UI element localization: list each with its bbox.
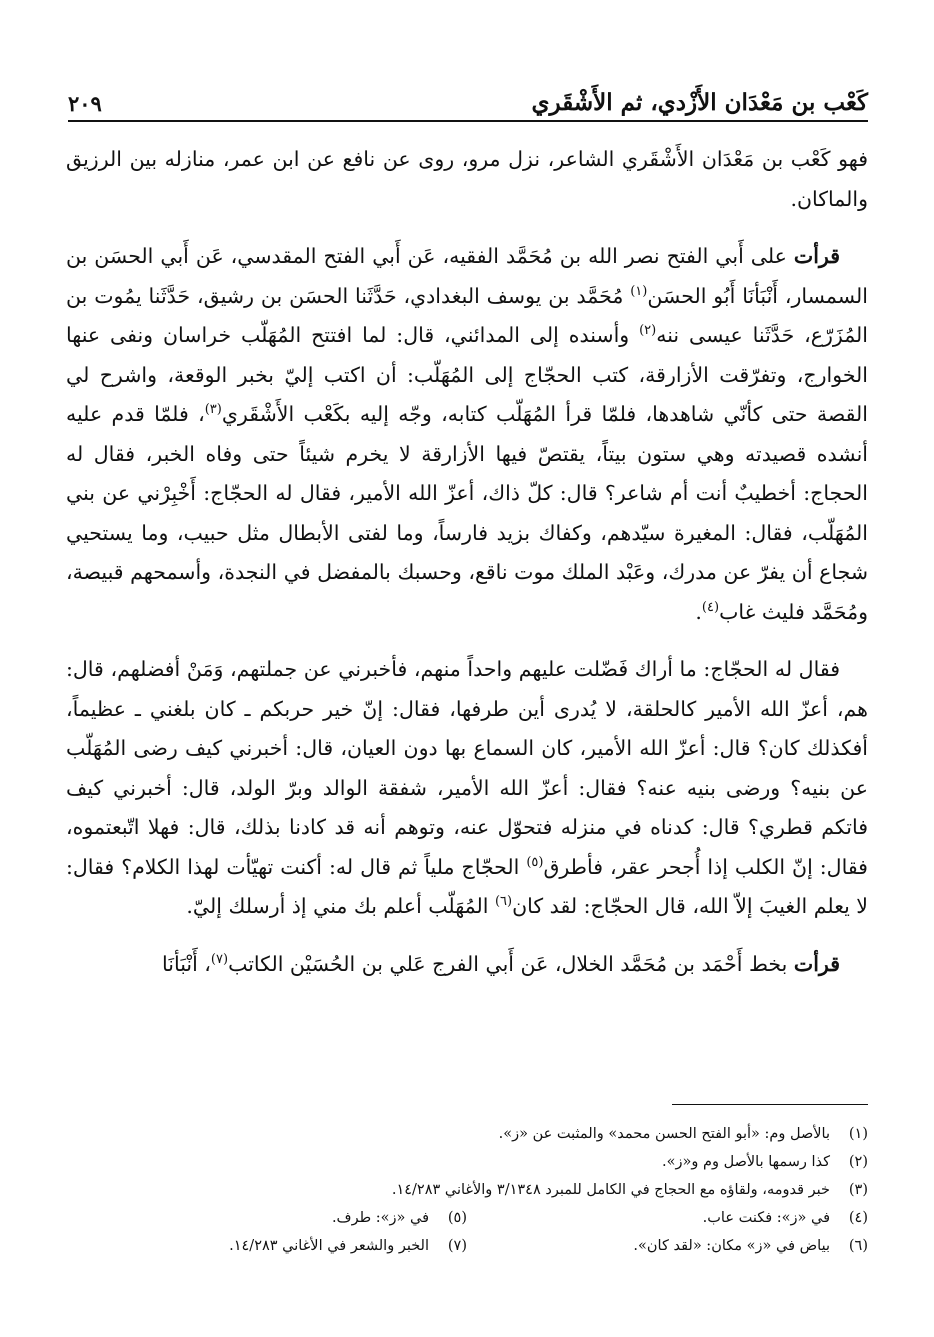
footnote-3-text: خبر قدومه، ولقاؤه مع الحجاج في الكامل للمبرد ٣/١٣٤٨ والأغاني ١٤/٢٨٣. <box>391 1182 830 1198</box>
footnote-2-number: (٢) <box>848 1154 868 1170</box>
paragraph-4-text-a: بخط أَحْمَد بن مُحَمَّد الخلال، عَن أَبي الفرج عَلي بن الحُسَيْن الكاتب <box>228 951 794 976</box>
paragraph-2-text-e: . <box>695 599 702 624</box>
footnote-3 <box>66 1176 868 1204</box>
footnote-7-text: الخبر والشعر في الأغاني ١٤/٢٨٣. <box>229 1238 429 1254</box>
footnote-marker-7: (٧) <box>210 951 229 967</box>
paragraph-2-text-a: على أَبي الفتح نصر الله بن مُحَمَّد الفقيه، عَن أَبي الفتح المقدسي، عَن أَبي الحسَن بن السمسار، أَنْبَأنَا أَبُو الحسَن <box>66 244 869 308</box>
running-title: كَعْب بن مَعْدَان الأَزْدي، ثم الأَشْقَري <box>531 89 868 116</box>
paragraph-4-lead-word: قرأت <box>793 951 840 976</box>
footnote-4-number: (٤) <box>848 1210 868 1226</box>
footnote-7-number: (٧) <box>447 1238 467 1254</box>
footnote-marker-5: (٥) <box>526 854 544 870</box>
footnote-1-text: بالأصل وم: «أبو الفتح الحسن محمد» والمثبت عن «ز». <box>498 1126 830 1142</box>
paragraph-2-text-d: ، فلمّا قدم عليه أنشده قصيدته وهي ستون بيتاً، يقتصّ فيها الأزارقة لا يخرم شيئاً حتى وفاه الخبر، فقال له الحجاج: أخطيبٌ أنت أم شاعر؟ قال: كلّ ذاك، أعزّ الله الأمير، فقال له الحجّاج: أَخْبِرْني عن بني المُهَلّب، فقال: المغيرة سيّدهم، وكفاك بزيد فارساً، وما لفتى الأبطال مثل حبيب، وما يستحيي شجاع أن يفرّ عن مدرك، وعَبْد الملك موت ناقع، وحسبك بالمفضل في النجدة، وأسمحهم قبيصة، ومُحَمَّد فليث غاب <box>66 402 868 624</box>
footnote-marker-1: (١) <box>630 283 648 299</box>
footnote-1-number: (١) <box>848 1126 868 1142</box>
paragraph-3 <box>66 650 868 927</box>
footnote-divider <box>672 1104 868 1105</box>
footnote-6 <box>467 1232 868 1260</box>
paragraph-2-text-b: مُحَمَّد بن يوسف البغدادي، حَدَّثَنا الحسَن بن رشيق، حَدَّثَنا يمُوت بن المُزَرّع، حَدَّثَنا عيسى ننه <box>66 283 868 347</box>
footnote-5-text: في «ز»: طرف. <box>331 1210 429 1226</box>
paragraph-2-lead-word: قرأت <box>793 244 840 268</box>
paragraph-4-text-b: ، أَنْبَأنَا <box>162 951 211 976</box>
paragraph-1 <box>66 140 868 219</box>
footnote-row-4-5 <box>66 1204 868 1232</box>
paragraph-3-text-a: فقال له الحجّاج: ما أراك فَضّلت عليهم واحداً منهم، فأخبرني عن جملتهم، وَمَنْ أفضلهم، قال: هم، أعزّ الله الأمير كالحلقة، لا يُدرى أين طرفها، فقال: إنّ خير حربكم ـ كان بلغني ـ عظيماً، أفكذلك كان؟ قال: أعزّ الله الأمير، كان السماع بها دون العيان، قال: أخبرني كيف رضى المُهَلّب عن بنيه؟ ورضى بنيه عنه؟ فقال: أعزّ الله الأمير، شفقة الوالد وبرّ الولد، قال: أخبرني كيف فاتكم قطري؟ قال: كدناه في منزله فتحوّل عنه، وتوهم أنه قد كادنا بذلك، قال: فهلا اتّبعتموه، فقال: إنّ الكلب إذا أُجحر عقر، فأطرق <box>66 657 868 879</box>
footnote-marker-3: (٣) <box>204 402 222 418</box>
footnote-5 <box>66 1204 467 1232</box>
main-text <box>66 140 868 1002</box>
paragraph-4 <box>66 945 868 985</box>
footnote-6-number: (٦) <box>848 1238 868 1254</box>
page-header <box>68 78 868 122</box>
footnote-5-number: (٥) <box>447 1210 467 1226</box>
footnote-marker-6: (٦) <box>494 894 513 910</box>
footnote-6-text: بياض في «ز» مكان: «لقد كان». <box>633 1238 830 1254</box>
paragraph-2 <box>66 237 868 632</box>
footnote-row-6-7 <box>66 1232 868 1260</box>
footnotes <box>66 1120 868 1260</box>
footnote-4-text: في «ز»: فكنت عاب. <box>702 1210 830 1226</box>
footnote-2 <box>66 1148 868 1176</box>
page-number: ٢٠٩ <box>68 91 102 116</box>
paragraph-3-text-c: المُهَلّب أعلم بك مني إذ أرسلك إليّ. <box>186 894 495 918</box>
footnote-2-text: كذا رسمها بالأصل وم و«ز». <box>662 1154 830 1170</box>
footnote-marker-2: (٢) <box>639 323 657 339</box>
footnote-marker-4: (٤) <box>701 599 720 615</box>
paragraph-3-text-b: الحجّاج ملياً ثم قال له: أكنت تهيّأت لهذا الكلام؟ فقال: لا يعلم الغيبَ إلاّ الله، قال الحجّاج: لقد كان <box>66 854 868 918</box>
footnote-4 <box>467 1204 868 1232</box>
paragraph-1-text: فهو كَعْب بن مَعْدَان الأَشْقَري الشاعر، نزل مرو، روى عن نافع عن ابن عمر، منازله بين الرزيق والماكان. <box>66 147 868 211</box>
footnote-1 <box>66 1120 868 1148</box>
footnote-3-number: (٣) <box>848 1182 868 1198</box>
footnote-7 <box>66 1232 467 1260</box>
paragraph-2-text-c: وأسنده إلى المدائني، قال: لما افتتح المُهَلّب خراسان ونفى عنها الخوارج، وتفرّقت الأزارقة، كتب الحجّاج إلى المُهَلّب: أن اكتب إليّ بخبر الوقعة، واشرح لي القصة حتى كأنّي شاهدها، فلمّا قرأ المُهَلّب كتابه، وجّه إليه بكَعْب الأَشْقَري <box>66 323 868 426</box>
